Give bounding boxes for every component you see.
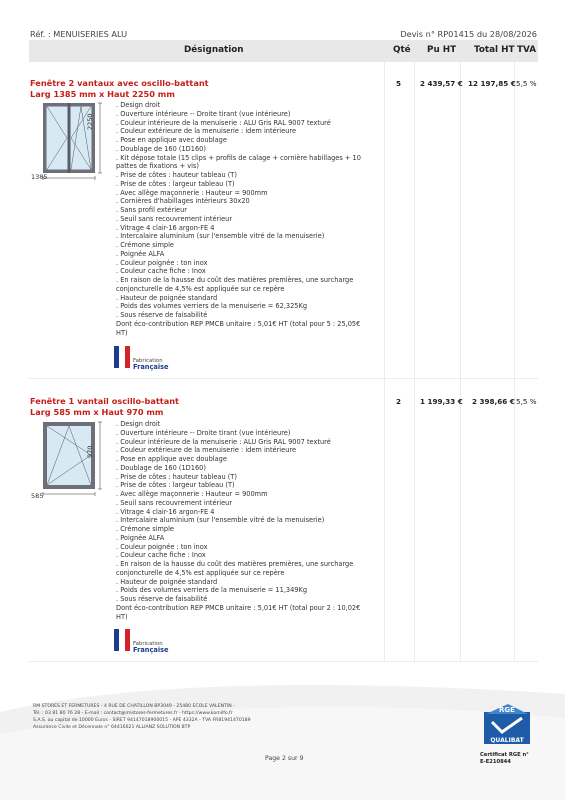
item-1-height-label: 2250	[86, 113, 94, 130]
item-2-qty: 2	[396, 397, 402, 406]
description-line: . Avec allège maçonnerie : Hauteur = 900mm	[116, 490, 268, 498]
french-flag-icon	[114, 346, 130, 368]
company-contact: Tél. : 03 81 80 76 28 - E-mail : contact@rmstores-fermetures.fr - https://www.komilfo.fr	[33, 710, 233, 716]
eco-contribution-line: Dont éco-contribution REP PMCB unitaire : 5,01€ HT (total pour 5 : 25,05€	[116, 319, 361, 328]
description-line: . Poids des volumes verriers de la menuiserie = 62,325Kg	[116, 302, 308, 311]
description-line: . Prise de côtes : hauteur tableau (T)	[116, 171, 237, 179]
badge-line2: Française	[133, 646, 169, 654]
description-line: . Poignée ALFA	[116, 249, 165, 258]
description-line: conjoncturelle de 4,5% est appliquée sur ce repère	[116, 284, 285, 293]
description-line: . Kit dépose totale (15 clips + profils de calage + cornière habillages + 10	[116, 153, 361, 162]
description-line: . Design droit	[116, 101, 161, 109]
description-line: . Prise de côtes : hauteur tableau (T)	[116, 472, 237, 481]
item-1-width-label: 1385	[31, 173, 48, 181]
description-line: . Intercalaire aluminium (sur l'ensemble vitré de la menuiserie)	[116, 232, 325, 241]
eco-contribution-line: HT)	[116, 612, 128, 621]
description-line: . Poignée ALFA	[116, 533, 165, 542]
column-divider	[384, 62, 385, 662]
rge-qualibat-logo	[478, 700, 536, 752]
description-line: . Prise de côtes : largeur tableau (T)	[116, 179, 235, 188]
col-designation: Désignation	[184, 45, 244, 55]
col-pu-ht: Pu HT	[427, 45, 457, 55]
reference-label: Réf. : MENUISERIES ALU	[30, 29, 128, 39]
column-divider	[460, 62, 461, 662]
description-line: . Doublage de 160 (1D160)	[116, 463, 206, 472]
description-line: . Crémone simple	[116, 525, 174, 533]
column-divider	[514, 62, 515, 662]
col-qte: Qté	[393, 45, 411, 55]
quote-number: Devis n° RP01415 du 28/08/2026	[400, 29, 537, 39]
description-line: . Couleur extérieure de la menuiserie : idem intérieure	[116, 127, 296, 136]
description-line: . Couleur intérieure de la menuiserie : ALU Gris RAL 9007 texturé	[116, 118, 331, 127]
certificate-number: E-E210844	[480, 759, 511, 765]
description-line: . Sous réserve de faisabilité	[116, 311, 208, 319]
company-info	[33, 704, 273, 732]
rge-certificate	[480, 752, 529, 766]
badge-line1: Fabrication	[133, 358, 163, 364]
description-line: . En raison de la hausse du coût des matières premières, une surcharge	[116, 560, 354, 568]
item-1-description	[116, 101, 374, 337]
description-line: . Sous réserve de faisabilité	[116, 595, 208, 603]
rge-text: RGE	[499, 706, 515, 714]
description-line: . Doublage de 160 (1D160)	[116, 144, 206, 153]
description-line: . Couleur poignée : ton inox	[116, 542, 208, 551]
col-tva: TVA	[517, 45, 537, 55]
description-line: . Couleur poignée : ton inox	[116, 258, 208, 267]
qualibat-text: QUALIBAT	[490, 737, 524, 744]
description-line: . Crémone simple	[116, 241, 174, 249]
item-1-dimensions: Larg 1385 mm x Haut 2250 mm	[30, 89, 175, 99]
description-line: . Couleur cache fiche : Inox	[116, 551, 206, 560]
description-line: pattes de fixations + vis)	[116, 162, 199, 171]
description-line: . Seuil sans recouvrement intérieur	[116, 214, 233, 223]
certificate-label: Certificat RGE n°	[480, 752, 529, 758]
description-line: . Couleur extérieure de la menuiserie : idem intérieure	[116, 446, 296, 455]
item-2-unit-price: 1 199,33 €	[420, 397, 463, 406]
badge-line1: Fabrication	[133, 641, 163, 647]
item-2-dimensions: Larg 585 mm x Haut 970 mm	[30, 407, 164, 417]
item-1-title	[30, 78, 209, 100]
description-line: . Vitrage 4 clair-16 argon-FE 4	[116, 507, 215, 516]
item-2-title-line1: Fenêtre 1 vantail oscillo-battant	[30, 396, 179, 406]
table-header	[29, 40, 538, 62]
badge-line2: Française	[133, 363, 169, 371]
item-2-title	[30, 396, 179, 418]
item-2-width-label: 585	[31, 492, 44, 500]
description-line: . Vitrage 4 clair-16 argon-FE 4	[116, 223, 215, 232]
description-line: . Ouverture intérieure -- Droite tirant (vue intérieure)	[116, 109, 291, 118]
description-line: . Ouverture intérieure -- Droite tirant (vue intérieure)	[116, 428, 291, 437]
description-line: . Hauteur de poignée standard	[116, 293, 218, 302]
description-line: . En raison de la hausse du coût des matières premières, une surcharge	[116, 276, 354, 284]
description-line: . Avec allège maçonnerie : Hauteur = 900mm	[116, 188, 268, 197]
item-1-total: 12 197,85 €	[468, 79, 516, 88]
description-line: . Sans profil extérieur	[116, 206, 187, 214]
col-total-ht: Total HT	[474, 45, 515, 55]
description-line: . Pose en applique avec doublage	[116, 455, 227, 463]
description-line: . Couleur cache fiche : Inox	[116, 267, 206, 276]
french-flag-icon	[114, 629, 130, 651]
fabrication-francaise-badge	[114, 629, 169, 653]
description-line: conjoncturelle de 4,5% est appliquée sur ce repère	[116, 568, 285, 577]
window-1-vantail-drawing	[30, 418, 112, 503]
item-2-total: 2 398,66 €	[472, 397, 515, 406]
page-number: Page 2 sur 9	[265, 755, 304, 762]
description-line: . Seuil sans recouvrement intérieur	[116, 498, 233, 507]
description-line: . Design droit	[116, 420, 161, 428]
description-line: . Poids des volumes verriers de la menuiserie = 11,349Kg	[116, 586, 308, 595]
description-line: . Intercalaire aluminium (sur l'ensemble vitré de la menuiserie)	[116, 516, 325, 525]
eco-contribution-line: Dont éco-contribution REP PMCB unitaire : 5,01€ HT (total pour 2 : 10,02€	[116, 603, 361, 612]
company-insurance: Assurance Civile et Décennale n° 64416621 ALLIANZ SOLUTION BTP	[33, 724, 191, 730]
row-divider	[29, 378, 538, 379]
description-line: . Cornières d'habillages intérieurs 30x20	[116, 197, 250, 206]
item-2-description	[116, 420, 374, 621]
table-bottom-border	[29, 661, 538, 662]
fabrication-francaise-badge	[114, 346, 169, 370]
column-divider	[414, 62, 415, 662]
eco-contribution-line: HT)	[116, 328, 128, 337]
description-line: . Hauteur de poignée standard	[116, 577, 218, 586]
description-line: . Pose en applique avec doublage	[116, 136, 227, 144]
item-1-qty: 5	[396, 79, 402, 88]
company-legal: S.A.S. au capital de 10000 Euros - SIRET 94147018900015 - APE 4332A - TVA FR81941470189	[33, 717, 251, 723]
description-line: . Couleur intérieure de la menuiserie : ALU Gris RAL 9007 texturé	[116, 437, 331, 446]
item-1-unit-price: 2 439,57 €	[420, 79, 463, 88]
company-address: RM STORES ET FERMETURES - 4 RUE DE CHATILLON BP3049 - 25480 ECOLE VALENTIN -	[33, 704, 235, 709]
description-line: . Prise de côtes : largeur tableau (T)	[116, 481, 235, 490]
item-1-tva: 5,5 %	[516, 79, 537, 88]
item-1-title-line1: Fenêtre 2 vantaux avec oscillo-battant	[30, 78, 209, 88]
item-2-tva: 5,5 %	[516, 397, 537, 406]
item-2-height-label: 970	[86, 445, 94, 458]
